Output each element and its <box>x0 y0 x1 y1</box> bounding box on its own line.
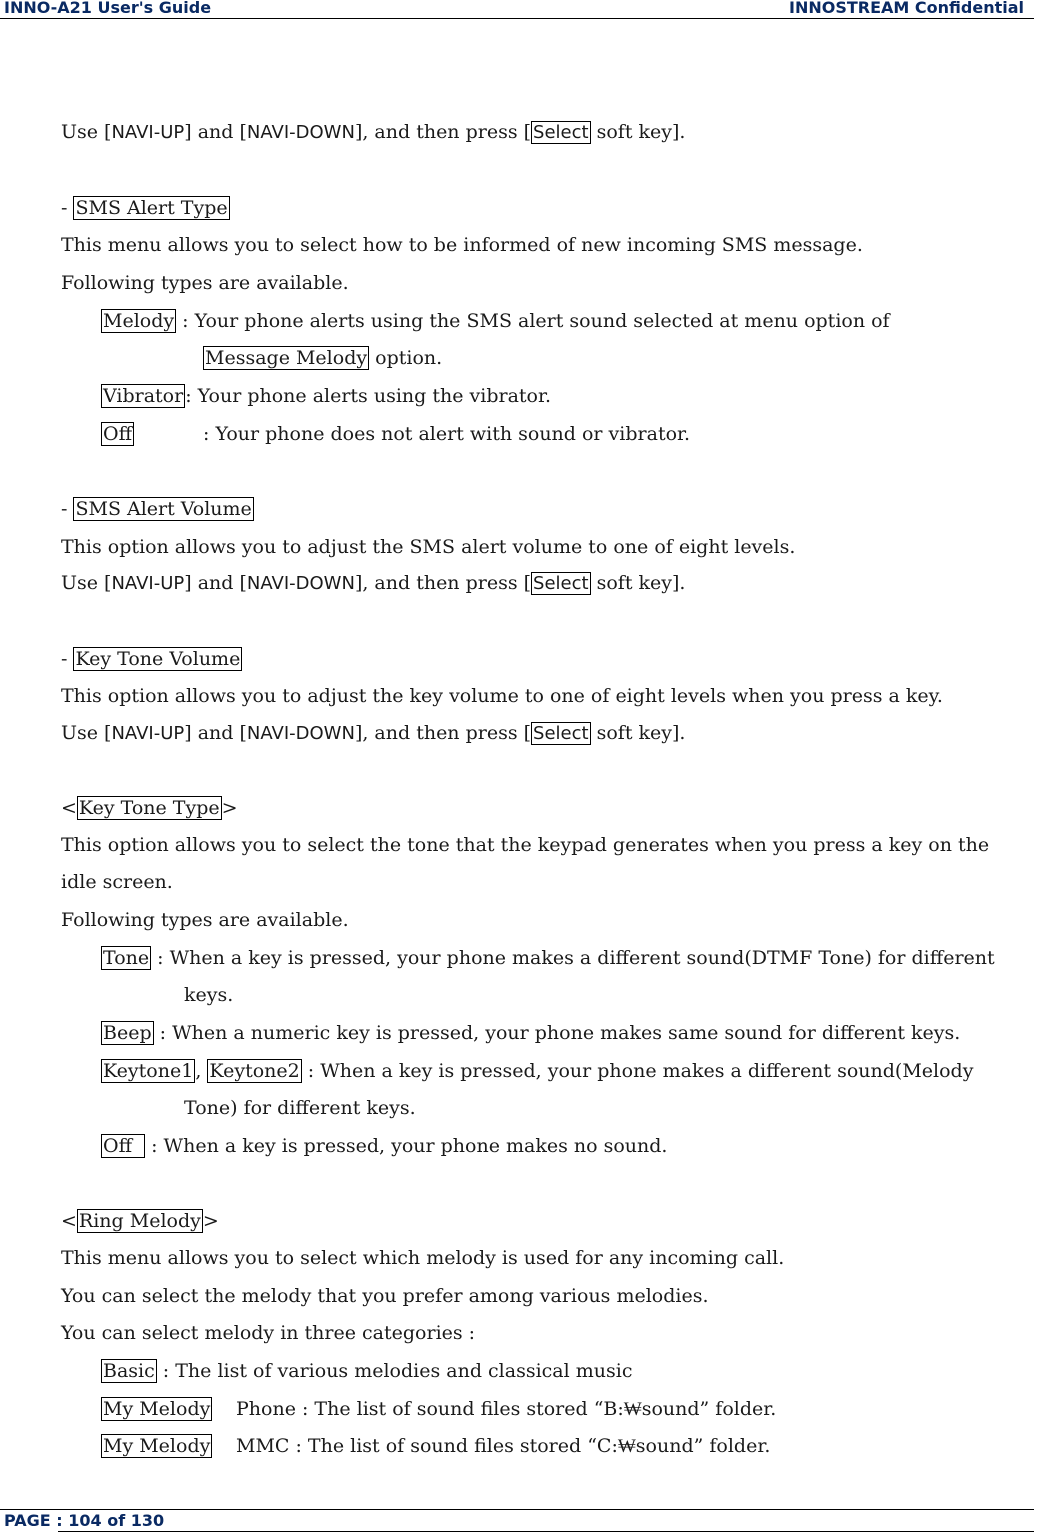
option-message-melody: Message Melody <box>205 347 368 369</box>
option-melody: Melody <box>103 310 175 332</box>
nav-instruction: Use [NAVI-UP] and [NAVI-DOWN], and then press [ Select soft key]. <box>61 572 686 594</box>
paragraph: Following types are available. <box>61 272 349 294</box>
key-select: Select <box>533 573 589 594</box>
section-heading: - SMS Alert Type <box>61 197 228 219</box>
paragraph: idle screen. <box>61 871 173 893</box>
key-navi-up: NAVI-UP <box>111 723 185 744</box>
paragraph: You can select the melody that you prefer among various melodies. <box>61 1285 709 1307</box>
menu-sms-alert-type: SMS Alert Type <box>75 197 228 219</box>
option-continuation: Tone) for different keys. <box>184 1097 416 1119</box>
option-item: Basic : The list of various melodies and classical music <box>103 1360 633 1382</box>
option-continuation: keys. <box>184 984 234 1006</box>
paragraph: This option allows you to adjust the SMS alert volume to one of eight levels. <box>61 536 796 558</box>
option-item <box>101 422 134 446</box>
menu-key-tone-volume: Key Tone Volume <box>75 648 241 670</box>
header-confidential: INNOSTREAM Confidential <box>789 0 1024 17</box>
section-heading: - Key Tone Volume <box>61 648 241 670</box>
option-item <box>101 1434 212 1458</box>
option-item: Melody : Your phone alerts using the SMS alert sound selected at menu option of <box>103 310 890 332</box>
option-description: : Your phone does not alert with sound or vibrator. <box>203 423 691 445</box>
option-beep: Beep <box>103 1022 152 1044</box>
option-my-melody: My Melody <box>103 1435 211 1457</box>
key-navi-down: NAVI-DOWN <box>246 573 355 594</box>
option-tone: Tone <box>103 947 150 969</box>
paragraph: You can select melody in three categories : <box>61 1322 476 1344</box>
option-keytone1: Keytone1 <box>103 1060 194 1082</box>
option-keytone2: Keytone2 <box>209 1060 300 1082</box>
footer-underline <box>58 1531 1034 1532</box>
option-vibrator: Vibrator <box>103 385 184 407</box>
menu-key-tone-type: Key Tone Type <box>78 797 220 819</box>
option-item: Tone : When a key is pressed, your phone makes a different sound(DTMF Tone) for different <box>103 947 995 969</box>
key-select: Select <box>533 122 589 143</box>
menu-sms-alert-volume: SMS Alert Volume <box>75 498 252 520</box>
paragraph: This menu allows you to select which melody is used for any incoming call. <box>61 1247 785 1269</box>
option-item <box>101 1397 212 1421</box>
footer-divider <box>0 1509 1034 1510</box>
key-navi-up: NAVI-UP <box>111 573 185 594</box>
menu-ring-melody: Ring Melody <box>78 1210 201 1232</box>
option-off: Off <box>103 423 133 445</box>
section-heading: < Key Tone Type > <box>61 797 238 819</box>
section-heading: - SMS Alert Volume <box>61 498 252 520</box>
paragraph: This menu allows you to select how to be informed of new incoming SMS message. <box>61 234 863 256</box>
option-item: Beep : When a numeric key is pressed, your phone makes same sound for different keys. <box>103 1022 961 1044</box>
option-continuation: Message Melody option. <box>205 347 443 369</box>
option-description: MMC : The list of sound files stored “C:₩sound” folder. <box>236 1435 771 1457</box>
option-item: Vibrator : Your phone alerts using the vibrator. <box>103 385 551 407</box>
key-navi-down: NAVI-DOWN <box>246 723 355 744</box>
key-select: Select <box>533 723 589 744</box>
option-description: Phone : The list of sound files stored “B:₩sound” folder. <box>236 1398 777 1420</box>
section-heading: < Ring Melody > <box>61 1210 219 1232</box>
option-my-melody: My Melody <box>103 1398 211 1420</box>
key-navi-down: NAVI-DOWN <box>246 122 355 143</box>
paragraph: Following types are available. <box>61 909 349 931</box>
paragraph: This option allows you to adjust the key volume to one of eight levels when you press a key. <box>61 685 943 707</box>
option-basic: Basic <box>103 1360 155 1382</box>
key-navi-up: NAVI-UP <box>111 122 185 143</box>
nav-instruction: Use [NAVI-UP] and [NAVI-DOWN], and then press [ Select soft key]. <box>61 121 686 143</box>
nav-instruction: Use [NAVI-UP] and [NAVI-DOWN], and then press [ Select soft key]. <box>61 722 686 744</box>
paragraph: This option allows you to select the tone that the keypad generates when you press a key on the <box>61 834 990 856</box>
option-item: Off : When a key is pressed, your phone makes no sound. <box>103 1135 668 1157</box>
option-item: Keytone1 , Keytone2 : When a key is pressed, your phone makes a different sound(Melody <box>103 1060 974 1082</box>
header-doc-title: INNO-A21 User's Guide <box>4 0 212 17</box>
option-off: Off <box>101 1134 145 1158</box>
footer-page-number: PAGE : 104 of 130 <box>4 1511 165 1530</box>
page-header <box>0 0 1034 19</box>
